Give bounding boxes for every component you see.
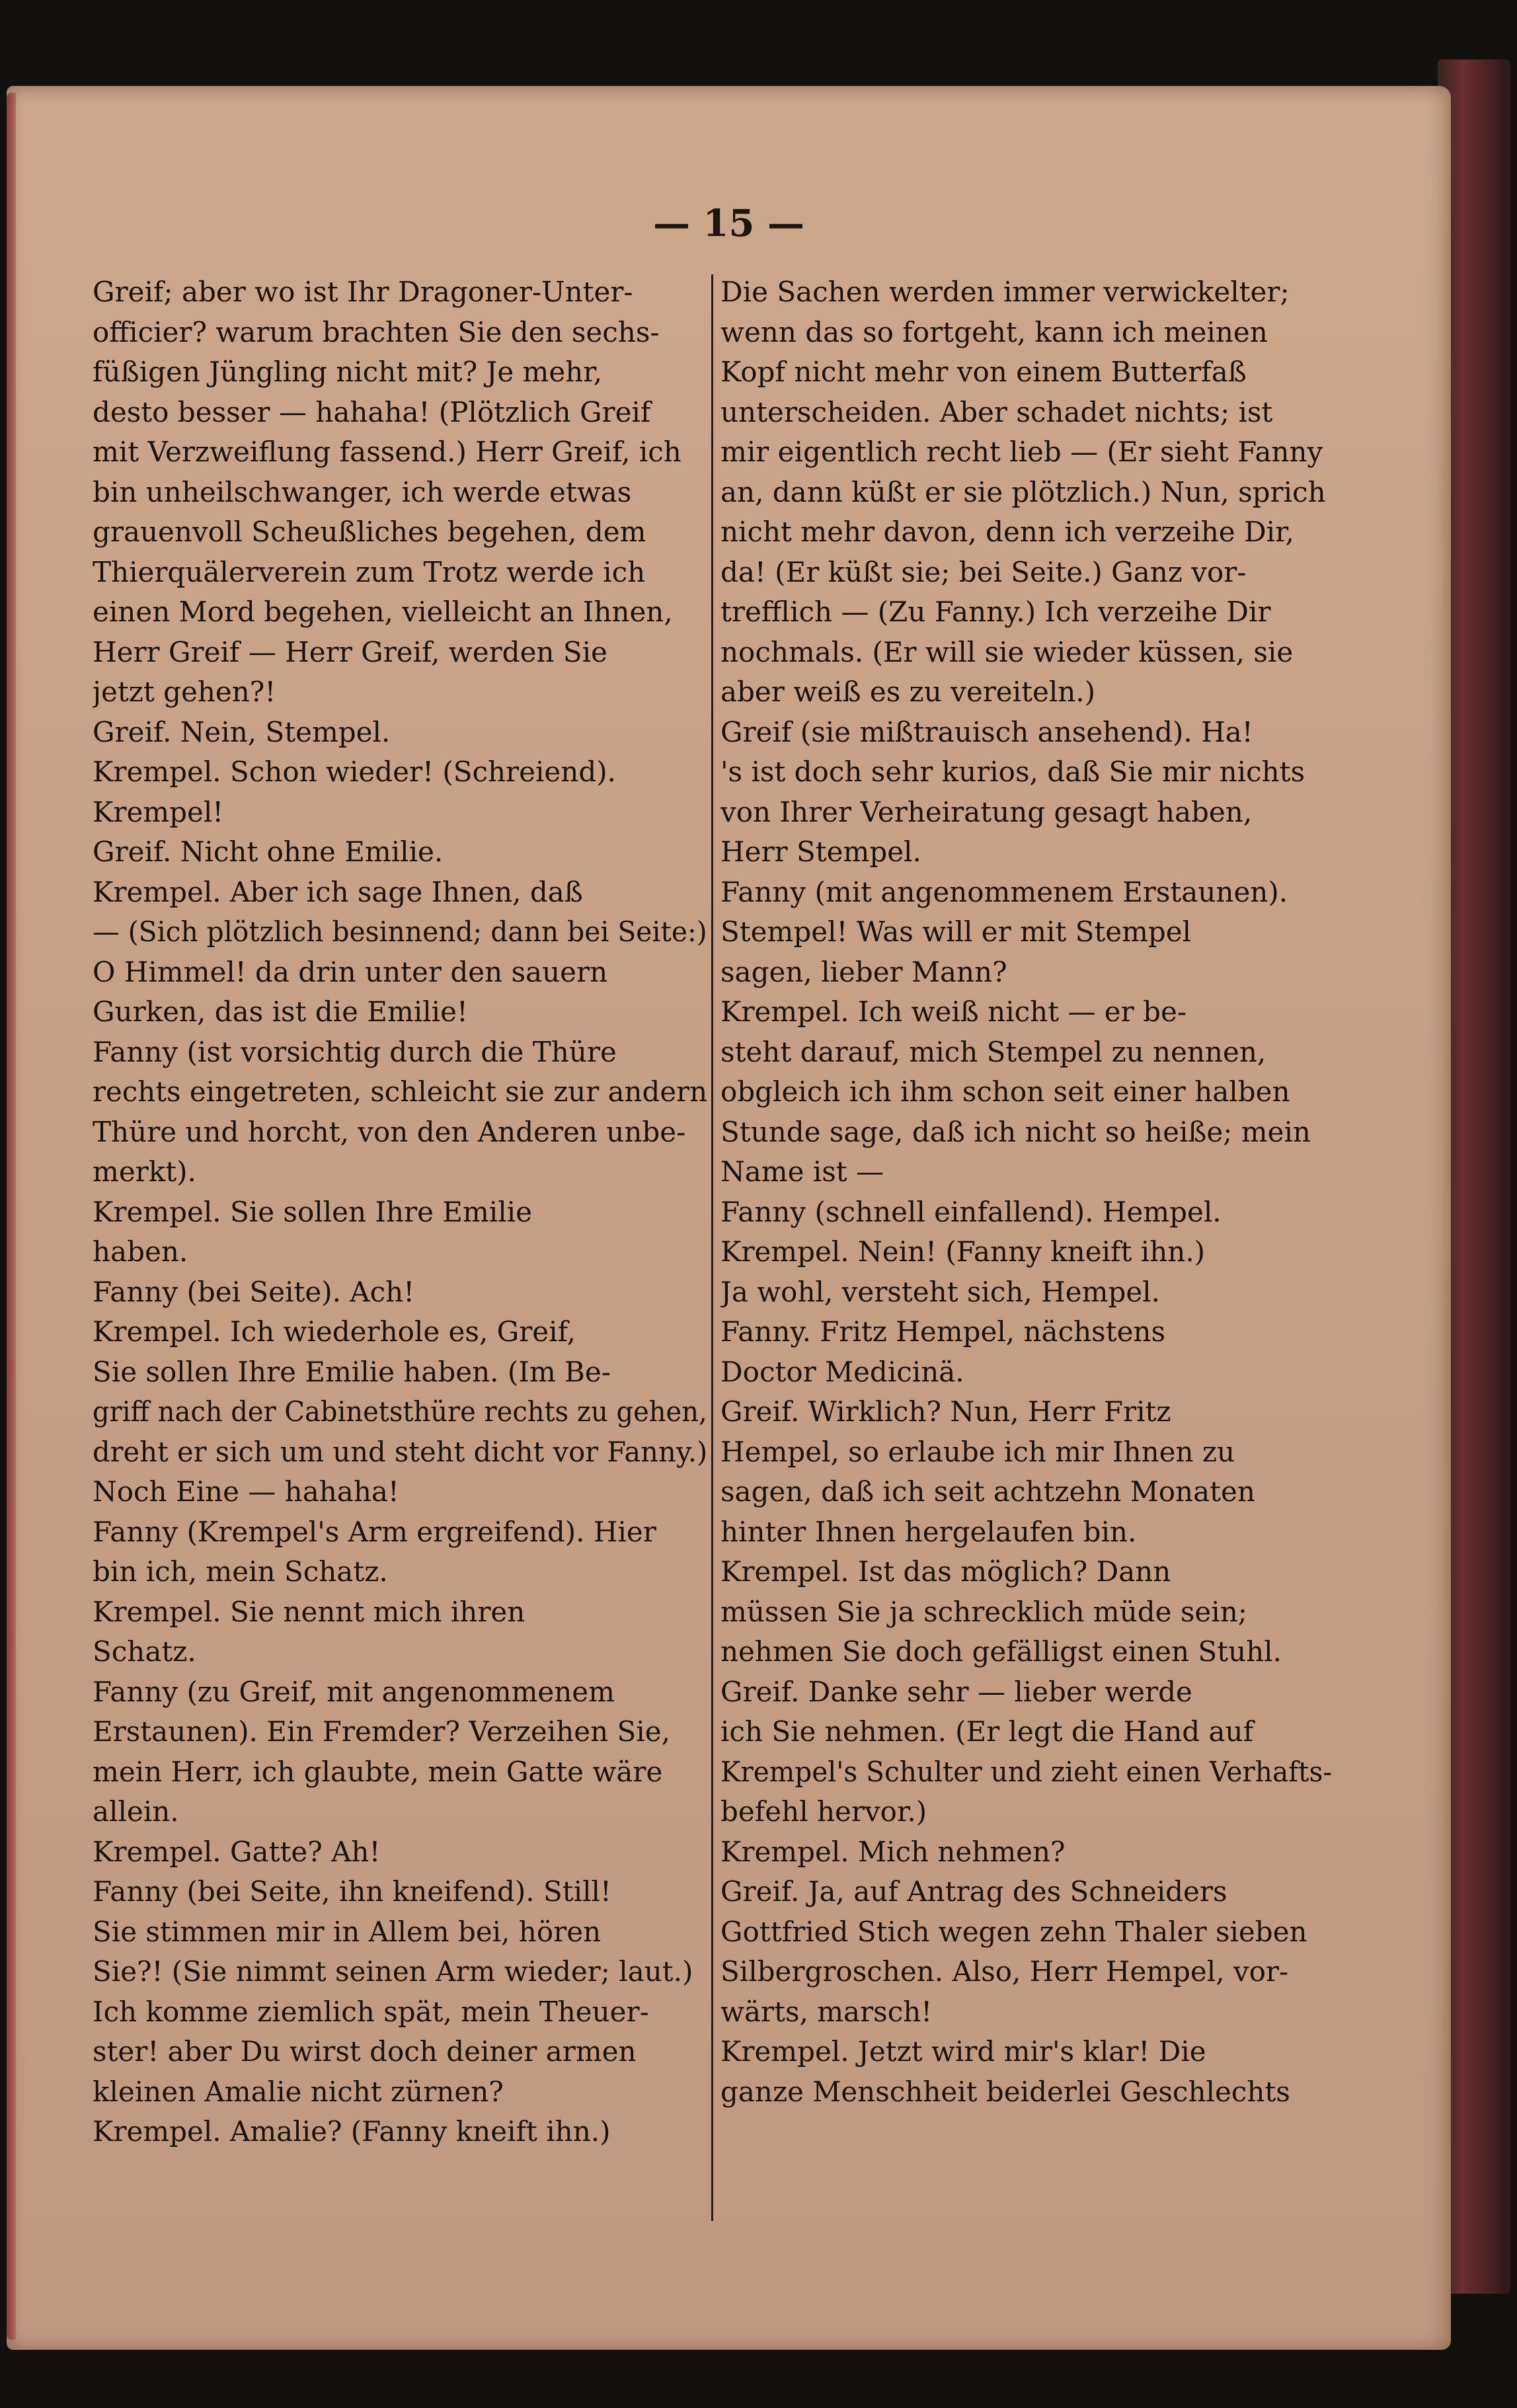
text-line: Schatz. <box>93 1635 196 1668</box>
text-line: Fanny. Fritz Hempel, nächstens <box>720 1315 1166 1348</box>
column-divider <box>711 274 713 2221</box>
text-line: Fanny (Krempel's Arm ergreifend). Hier <box>93 1515 656 1548</box>
text-line: Krempel. Ich wiederhole es, Greif, <box>93 1315 576 1348</box>
text-line: Sie?! (Sie nimmt seinen Arm wieder; laut.) <box>93 1955 693 1988</box>
text-line: Krempel. Ich weiß nicht — er be- <box>720 995 1187 1028</box>
text-line: Gurken, das ist die Emilie! <box>93 995 468 1028</box>
page-number: — 15 — <box>653 202 804 245</box>
text-line: sagen, lieber Mann? <box>720 955 1007 988</box>
text-line: mit Verzweiflung fassend.) Herr Greif, ich <box>93 436 681 468</box>
text-line: ster! aber Du wirst doch deiner armen <box>93 2035 637 2068</box>
left-text-column <box>93 272 707 2152</box>
text-line: Krempel. Nein! (Fanny kneift ihn.) <box>720 1235 1206 1268</box>
text-line: Krempel. Amalie? (Fanny kneift ihn.) <box>93 2115 611 2148</box>
text-line: da! (Er küßt sie; bei Seite.) Ganz vor- <box>720 555 1247 588</box>
text-line: Die Sachen werden immer verwickelter; <box>720 276 1290 308</box>
text-line: Herr Greif — Herr Greif, werden Sie <box>93 635 607 668</box>
text-line: an, dann küßt er sie plötzlich.) Nun, sprich <box>720 475 1326 508</box>
page-sheet <box>7 86 1451 2350</box>
text-line: mein Herr, ich glaubte, mein Gatte wäre <box>93 1755 663 1788</box>
text-line: Hempel, so erlaube ich mir Ihnen zu <box>720 1435 1235 1468</box>
text-line: Thüre und horcht, von den Anderen unbe- <box>93 1115 686 1148</box>
text-line: Krempel. Gatte? Ah! <box>93 1835 381 1868</box>
text-line: Fanny (bei Seite, ihn kneifend). Still! <box>93 1875 611 1908</box>
text-line: ich Sie nehmen. (Er legt die Hand auf <box>720 1715 1254 1748</box>
text-line: steht darauf, mich Stempel zu nennen, <box>720 1035 1266 1068</box>
text-line: officier? warum brachten Sie den sechs- <box>93 315 660 348</box>
text-line: hinter Ihnen hergelaufen bin. <box>720 1515 1137 1548</box>
text-line: Ja wohl, versteht sich, Hempel. <box>720 1275 1160 1308</box>
text-line: sagen, daß ich seit achtzehn Monaten <box>720 1475 1255 1508</box>
text-line: desto besser — hahaha! (Plötzlich Greif <box>93 395 651 428</box>
text-line: Erstaunen). Ein Fremder? Verzeihen Sie, <box>93 1715 670 1748</box>
text-line: Greif. Wirklich? Nun, Herr Fritz <box>720 1395 1171 1428</box>
text-line: nehmen Sie doch gefälligst einen Stuhl. <box>720 1635 1282 1668</box>
text-line: aber weiß es zu vereiteln.) <box>720 676 1096 708</box>
text-line: wärts, marsch! <box>720 1995 933 2028</box>
text-line: Fanny (zu Greif, mit angenommenem <box>93 1675 615 1708</box>
text-line: Krempel! <box>93 795 224 828</box>
text-line: füßigen Jüngling nicht mit? Je mehr, <box>93 356 603 388</box>
text-line: Noch Eine — hahaha! <box>93 1475 399 1508</box>
text-line: obgleich ich ihm schon seit einer halben <box>720 1075 1290 1108</box>
text-line: Stempel! Was will er mit Stempel <box>720 915 1192 948</box>
text-line: Greif; aber wo ist Ihr Dragoner-Unter- <box>93 276 633 308</box>
text-line: O Himmel! da drin unter den sauern <box>93 955 608 988</box>
text-line: merkt). <box>93 1155 196 1188</box>
text-line: Silbergroschen. Also, Herr Hempel, vor- <box>720 1955 1289 1988</box>
text-line: Sie stimmen mir in Allem bei, hören <box>93 1915 602 1948</box>
text-line: ganze Menschheit beiderlei Geschlechts <box>720 2075 1290 2108</box>
page-binding-edge <box>7 93 16 2340</box>
text-line: jetzt gehen?! <box>93 676 276 708</box>
text-line: Fanny (ist vorsichtig durch die Thüre <box>93 1035 617 1068</box>
text-line: Fanny (mit angenommenem Erstaunen). <box>720 875 1288 908</box>
text-line: Gottfried Stich wegen zehn Thaler sieben <box>720 1915 1307 1948</box>
right-text-column <box>720 272 1332 2112</box>
text-line: — (Sich plötzlich besinnend; dann bei Seite:) <box>93 915 707 948</box>
text-line: Krempel. Mich nehmen? <box>720 1835 1066 1868</box>
text-line: Krempel. Ist das möglich? Dann <box>720 1555 1171 1588</box>
text-line: Thierquälerverein zum Trotz werde ich <box>93 555 646 588</box>
text-line: wenn das so fortgeht, kann ich meinen <box>720 315 1268 348</box>
text-line: grauenvoll Scheußliches begehen, dem <box>93 516 646 548</box>
text-line: nochmals. (Er will sie wieder küssen, sie <box>720 635 1294 668</box>
text-line: Greif. Nein, Stempel. <box>93 715 391 748</box>
text-line: trefflich — (Zu Fanny.) Ich verzeihe Dir <box>720 596 1271 628</box>
text-line: von Ihrer Verheiratung gesagt haben, <box>720 795 1253 828</box>
text-line: griff nach der Cabinetsthüre rechts zu gehen, <box>93 1395 707 1428</box>
text-line: Greif (sie mißtrauisch ansehend). Ha! <box>720 715 1253 748</box>
text-line: müssen Sie ja schrecklich müde sein; <box>720 1595 1247 1628</box>
text-line: nicht mehr davon, denn ich verzeihe Dir, <box>720 516 1294 548</box>
text-line: rechts eingetreten, schleicht sie zur andern <box>93 1075 707 1108</box>
text-line: Greif. Ja, auf Antrag des Schneiders <box>720 1875 1227 1908</box>
text-line: Krempel. Schon wieder! (Schreiend). <box>93 756 616 788</box>
text-line: mir eigentlich recht lieb — (Er sieht Fanny <box>720 436 1323 468</box>
text-line: allein. <box>93 1795 179 1828</box>
text-line: Herr Stempel. <box>720 835 921 868</box>
text-line: Doctor Medicinä. <box>720 1355 964 1388</box>
text-line: 's ist doch sehr kurios, daß Sie mir nichts <box>720 756 1305 788</box>
text-line: dreht er sich um und steht dicht vor Fanny.) <box>93 1435 707 1468</box>
text-line: Krempel. Jetzt wird mir's klar! Die <box>720 2035 1206 2068</box>
text-line: haben. <box>93 1235 188 1268</box>
text-line: unterscheiden. Aber schadet nichts; ist <box>720 395 1273 428</box>
text-line: Krempel. Sie sollen Ihre Emilie <box>93 1195 532 1228</box>
text-line: Kopf nicht mehr von einem Butterfaß <box>720 356 1247 388</box>
text-line: kleinen Amalie nicht zürnen? <box>93 2075 504 2108</box>
text-line: Greif. Danke sehr — lieber werde <box>720 1675 1192 1708</box>
text-line: Krempel. Aber ich sage Ihnen, daß <box>93 875 583 908</box>
text-line: Fanny (schnell einfallend). Hempel. <box>720 1195 1222 1228</box>
text-line: Stunde sage, daß ich nicht so heiße; mein <box>720 1115 1311 1148</box>
text-line: Greif. Nicht ohne Emilie. <box>93 835 444 868</box>
text-line: Name ist — <box>720 1155 884 1188</box>
text-line: befehl hervor.) <box>720 1795 927 1828</box>
text-line: Ich komme ziemlich spät, mein Theuer- <box>93 1995 649 2028</box>
text-line: Sie sollen Ihre Emilie haben. (Im Be- <box>93 1355 611 1388</box>
text-line: Fanny (bei Seite). Ach! <box>93 1275 415 1308</box>
text-line: bin unheilschwanger, ich werde etwas <box>93 475 632 508</box>
text-line: einen Mord begehen, vielleicht an Ihnen, <box>93 596 673 628</box>
text-line: Krempel's Schulter und zieht einen Verhafts- <box>720 1755 1332 1788</box>
text-line: bin ich, mein Schatz. <box>93 1555 388 1588</box>
text-line: Krempel. Sie nennt mich ihren <box>93 1595 525 1628</box>
